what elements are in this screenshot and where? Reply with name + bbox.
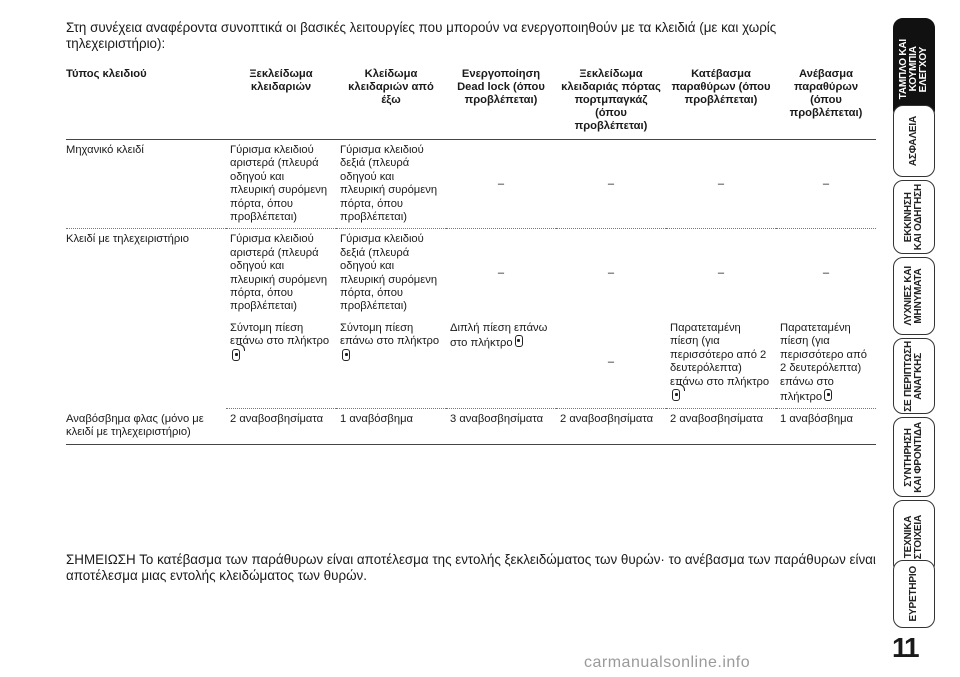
cell-deadlock: 3 αναβοσβησίματα [446,409,556,444]
key-unlock-button-icon [672,389,680,401]
tab-starting-driving[interactable] [893,180,935,254]
cell-windows-down [666,318,776,409]
cell-lock: 1 αναβόσβημα [336,409,446,444]
tab-label: ΤΕΧΝΙΚΑ ΣΤΟΙΧΕΙΑ [903,514,924,560]
col-header-unlock: Ξεκλείδωμα κλειδαριών [226,68,336,140]
section-tabs-sidebar [888,0,960,677]
tab-label: ΤΑΜΠΛΟ ΚΑΙ ΚΟΥΜΠΙΑ ΕΛΕΓΧΟΥ [898,38,929,100]
cell-lock: Γύρισμα κλειδιού δεξιά (πλευρά οδηγού και πλευρική συρόμενη πόρτα, όπου προβλέπεται) [336,140,446,229]
cell-text: Παρατεταμένη πίεση (για περισσότερο από 2 δευτερόλεπτα) επάνω στο πλήκτρο [670,321,770,388]
intro-paragraph: Στη συνέχεια αναφέροντα συνοπτικά οι βασικές λειτουργίες που μπορούν να ενεργοποιηθούν με τα κλειδιά (με και χωρίς τηλεχειριστήριο): [66,20,777,51]
cell-windows-up: 1 αναβόσβημα [776,409,876,444]
row-label-remote-key: Κλειδί με τηλεχειριστήριο [66,233,189,246]
cell-text: Σύντομη πίεση επάνω στο πλήκτρο [230,321,330,348]
table-row [66,140,876,229]
table-header-row [66,68,876,140]
tab-maintenance[interactable] [893,417,935,497]
cell-windows-down: – [666,140,776,229]
cell-deadlock [446,318,556,409]
row-label-mechanical-key: Μηχανικό κλειδί [66,140,226,229]
table-row [66,229,876,318]
page-number: 11 [892,632,918,663]
cell-deadlock: – [446,140,556,229]
tab-safety[interactable] [893,105,935,177]
col-header-key-type: Τύπος κλειδιού [66,68,226,140]
key-functions-table [66,68,876,445]
cell-text: Σύντομη πίεση επάνω στο πλήκτρο [340,321,440,348]
cell-unlock [226,318,336,409]
tab-label: ΛΥΧΝΙΕΣ ΚΑΙ ΜΗΝΥΜΑΤΑ [903,266,924,326]
col-header-windows-down: Κατέβασμα παραθύρων (όπου προβλέπεται) [666,68,776,140]
tab-label: ΣΕ ΠΕΡΙΠΤΩΣΗ ΑΝΑΓΚΗΣ [903,340,924,412]
col-header-trunk-unlock: Ξεκλείδωμα κλειδαριάς πόρτας πορτμπαγκάζ (όπου προβλέπεται) [556,68,666,140]
tab-emergency[interactable] [893,338,935,414]
table-row [66,409,876,444]
key-lock-button-icon [515,335,523,347]
watermark: carmanualsonline.info [584,654,751,671]
cell-trunk: – [607,266,615,279]
tab-label: ΕΥΡΕΤΗΡΙΟ [908,566,919,622]
cell-unlock: Γύρισμα κλειδιού αριστερά (πλευρά οδηγού και πλευρική συρόμενη πόρτα, όπου προβλέπεται) [226,140,336,229]
cell-lock [336,318,446,409]
col-header-windows-up: Ανέβασμα παραθύρων (όπου προβλέπεται) [776,68,876,140]
key-lock-button-icon [824,389,832,401]
cell-unlock: Γύρισμα κλειδιού αριστερά (πλευρά οδηγού και πλευρική συρόμενη πόρτα, όπου προβλέπεται) [230,233,328,313]
cell-trunk: – [556,140,666,229]
col-header-lock: Κλείδωμα κλειδαριών από έξω [336,68,446,140]
tab-warning-lights[interactable] [893,257,935,335]
cell-lock: Γύρισμα κλειδιού δεξιά (πλευρά οδηγού και πλευρική συρόμενη πόρτα, όπου προβλέπεται) [340,233,438,313]
cell-text: Παρατεταμένη πίεση (για περισσότερο από 2 δευτερόλεπτα) επάνω στο πλήκτρο [780,321,867,403]
cell-windows-up [776,318,876,409]
col-header-deadlock: Ενεργοποίηση Dead lock (όπου προβλέπεται) [446,68,556,140]
cell-windows-down: – [717,266,725,279]
cell-trunk: – [556,318,666,409]
cell-windows-up: – [822,266,830,279]
cell-windows-up: – [776,140,876,229]
cell-windows-down: 2 αναβοσβησίματα [666,409,776,444]
cell-unlock: 2 αναβοσβησίματα [226,409,336,444]
key-unlock-button-icon [232,349,240,361]
tab-label: ΣΥΝΤΗΡΗΣΗ ΚΑΙ ΦΡΟΝΤΙΔΑ [903,421,924,493]
tab-label: ΕΚΚΙΝΗΣΗ ΚΑΙ ΟΔΗΓΗΣΗ [903,183,924,251]
cell-deadlock: – [497,266,505,279]
cell-text: Διπλή πίεση επάνω στο πλήκτρο [450,321,548,350]
tab-index[interactable] [893,560,935,628]
tab-label: ΑΣΦΑΛΕΙΑ [908,115,919,167]
cell-trunk: 2 αναβοσβησίματα [556,409,666,444]
row-label-indicator-flash: Αναβόσβημα φλας (μόνο με κλειδί με τηλεχειριστήριο) [66,409,226,444]
key-lock-button-icon [342,349,350,361]
note-paragraph: ΣΗΜΕΙΩΣΗ Το κατέβασμα των παράθυρων είναι αποτέλεσμα της εντολής ξεκλειδώματος των θυρών· το ανέβασμα των παράθυρων είναι αποτέλεσμα μιας εντολής κλειδώματος των θυρών. [66,552,876,583]
